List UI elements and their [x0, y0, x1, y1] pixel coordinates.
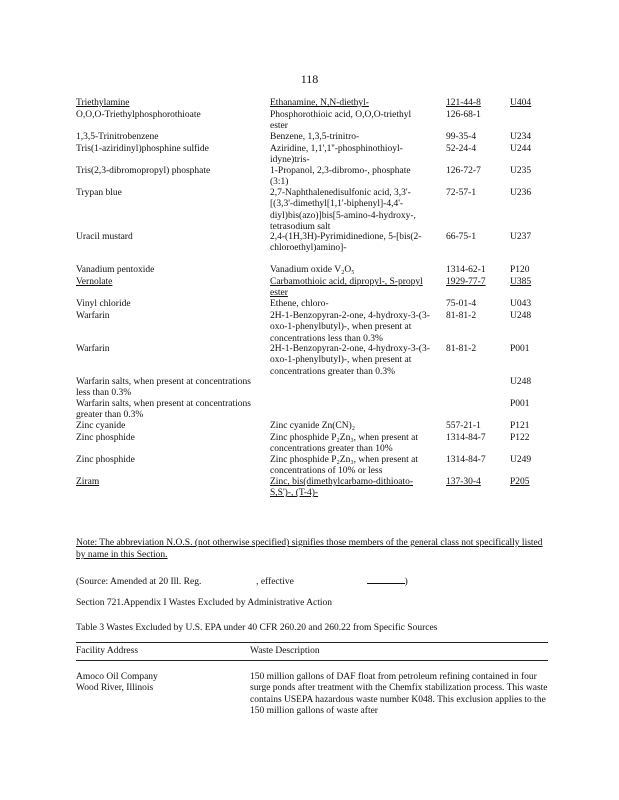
source-prefix: (Source: Amended at 20 Ill. Reg.: [76, 577, 202, 587]
waste-code: U248: [510, 377, 532, 387]
source-suffix: ): [404, 577, 408, 587]
waste-code: P001: [510, 344, 530, 354]
substance-name: O,O,O-Triethylphosphorothioate: [76, 110, 201, 120]
cas-number: 99-35-4: [446, 132, 477, 142]
chemical-name: Zinc cyanide Zn(CN)₂: [270, 421, 356, 431]
substance-name: Vinyl chloride: [76, 299, 131, 309]
cas-number: 75-01-4: [446, 299, 477, 309]
source-line: [76, 574, 546, 587]
facility-name: Amoco Oil Company: [76, 672, 158, 682]
cas-number: 126-72-7: [446, 166, 481, 176]
chemical-name: Vanadium oxide V₂O₅: [270, 265, 355, 275]
cas-number: 121-44-8: [446, 98, 481, 108]
cas-number: 557-21-1: [446, 421, 481, 431]
cas-number: 81-81-2: [446, 344, 477, 354]
waste-code: P122: [510, 433, 530, 443]
chemical-name: Carbamothioic acid, dipropyl-, S-propyl ester: [270, 277, 423, 299]
substance-name: Tris(2,3-dibromopropyl) phosphate: [76, 166, 211, 176]
chemical-name: Aziridine, 1,1',1''-phosphinothioyl-idyne)tris-: [270, 144, 403, 166]
chemical-name: 2,4-(1H,3H)-Pyrimidinedione, 5-[bis(2-chloroethyl)amino]-: [270, 232, 422, 254]
substance-name: Zinc phosphide: [76, 455, 135, 465]
substance-name: Warfarin: [76, 311, 110, 321]
cas-number: 72-57-1: [446, 188, 477, 198]
page-number: 118: [300, 72, 319, 86]
source-blank: [367, 574, 405, 584]
chemical-name: 2H-1-Benzopyran-2-one, 4-hydroxy-3-(3-oxo-1-phenylbutyl)-, when present at concentrations less than 0.3%: [270, 311, 430, 344]
waste-code: U404: [510, 98, 532, 108]
table3-title: Table 3 Wastes Excluded by U.S. EPA under 40 CFR 260.20 and 260.22 from Specific Sources: [76, 623, 438, 633]
source-middle: , effective: [256, 577, 294, 587]
cas-number: 52-24-4: [446, 144, 477, 154]
waste-code: U234: [510, 132, 532, 142]
substance-name: Vernolate: [76, 277, 113, 287]
cas-number: 126-68-1: [446, 110, 481, 120]
waste-code: P001: [510, 399, 530, 409]
waste-code: U235: [510, 166, 532, 176]
chemical-name: Zinc phosphide P₂Zn₃, when present at concentrations greater than 10%: [270, 433, 419, 455]
chemical-name: 2,7-Naphthalenedisulfonic acid, 3,3'-[(3,3'-dimethyl[1,1'-biphenyl]-4,4'-diyl)bis(azo)]bis[5-amino-4-hydroxy-, tetrasodium salt: [270, 188, 416, 232]
substance-name: Zinc cyanide: [76, 421, 126, 431]
substance-name: Warfarin salts, when present at concentrations greater than 0.3%: [76, 399, 251, 421]
chemical-name: 2H-1-Benzopyran-2-one, 4-hydroxy-3-(3-oxo-1-phenylbutyl)-, when present at concentrations greater than 0.3%: [270, 344, 430, 377]
header-rule-bottom: [76, 660, 548, 661]
cas-number: 137-30-4: [446, 477, 481, 487]
chemical-name: Zinc phosphide P₂Zn₃, when present at concentrations of 10% or less: [270, 455, 419, 477]
substance-name: 1,3,5-Trinitrobenzene: [76, 132, 159, 142]
substance-name: Tris(1-aziridinyl)phosphine sulfide: [76, 144, 209, 154]
chemical-name: 1-Propanol, 2,3-dibromo-, phosphate (3:1): [270, 166, 411, 188]
cas-number: 81-81-2: [446, 311, 477, 321]
waste-code: U244: [510, 144, 532, 154]
header-facility-address: Facility Address: [76, 646, 139, 656]
facility-address-cell: [76, 672, 236, 695]
note-paragraph: Note: The abbreviation N.O.S. (not otherwise specified) signifies those members of the general class not specifically listed by name in this Section.: [76, 538, 543, 560]
waste-code: U237: [510, 232, 532, 242]
chemical-name: Benzene, 1,3,5-trinitro-: [270, 132, 360, 142]
substance-name: Ziram: [76, 477, 100, 487]
waste-code: U248: [510, 311, 532, 321]
waste-code: U385: [510, 277, 532, 287]
waste-code: U249: [510, 455, 532, 465]
substance-name: Zinc phosphide: [76, 433, 135, 443]
chemical-name: Ethene, chloro-: [270, 299, 329, 309]
header-rule-top: [76, 642, 548, 643]
cas-number: 1314-62-1: [446, 265, 486, 275]
waste-code: U236: [510, 188, 532, 198]
waste-code: U043: [510, 299, 532, 309]
waste-description-cell: 150 million gallons of DAF float from petroleum refining contained in four surge ponds after treatment with the Chemfix stabilization process. This waste contains USEPA hazardous waste number K048. This exclusion applies to the 150 million gallons of waste after: [250, 672, 548, 716]
substance-name: Warfarin: [76, 344, 110, 354]
facility-location: Wood River, Illinois: [76, 683, 154, 694]
waste-code: P121: [510, 421, 530, 431]
chemical-name: Ethanamine, N,N-diethyl-: [270, 98, 369, 108]
cas-number: 1314-84-7: [446, 433, 486, 443]
substance-name: Vanadium pentoxide: [76, 265, 155, 275]
chemical-name: Zinc, bis(dimethylcarbamo-dithioato-S,S')-, (T-4)-: [270, 477, 413, 499]
substance-name: Uracil mustard: [76, 232, 133, 242]
waste-code: P120: [510, 265, 530, 275]
chemical-name: Phosphorothioic acid, O,O,O-triethyl ester: [270, 110, 412, 132]
header-waste-description: Waste Description: [250, 646, 320, 656]
cas-number: 1314-84-7: [446, 455, 486, 465]
substance-name: Triethylamine: [76, 98, 130, 108]
cas-number: 66-75-1: [446, 232, 477, 242]
substance-name: Warfarin salts, when present at concentrations less than 0.3%: [76, 377, 251, 399]
cas-number: 1929-77-7: [446, 277, 486, 287]
waste-code: P205: [510, 477, 530, 487]
section-heading: Section 721.Appendix I Wastes Excluded by Administrative Action: [76, 598, 333, 608]
substance-name: Trypan blue: [76, 188, 122, 198]
